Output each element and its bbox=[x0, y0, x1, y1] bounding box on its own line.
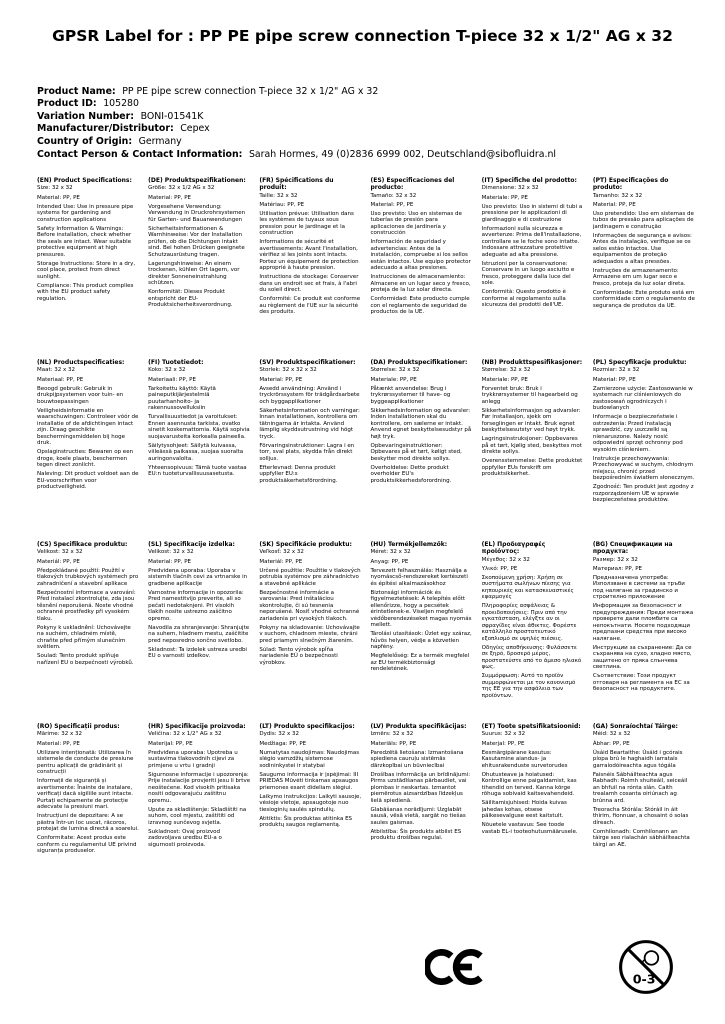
lang-block-paragraph: Material: PP, PE bbox=[148, 194, 192, 201]
lang-block-sv bbox=[259, 359, 361, 535]
product-info-row bbox=[37, 111, 695, 124]
lang-block-paragraph: Forventet bruk: Bruk i trykkrørsystemer til hagearbeid og anlegg bbox=[481, 385, 578, 405]
lang-block-paragraph: Materiale: PP, PE bbox=[481, 194, 528, 201]
lang-block-paragraph: Μέγεθος: 32 x 32 bbox=[481, 556, 530, 563]
product-info-row bbox=[37, 98, 695, 111]
lang-block-paragraph: Turvallisuustiedot ja varoitukset: Ennen asennusta tarkista, ovatko sinetit koskemattomia. Käytä sopivia suojavarusteita korkealla paineella. bbox=[148, 414, 250, 440]
lang-block-paragraph: Conformità: Questo prodotto è conforme al regolamento sulla sicurezza dei prodotti dell'UE. bbox=[481, 289, 566, 309]
lang-block-header: (SV) Produktspecifikationer: bbox=[259, 359, 356, 367]
lang-block-header: (ES) Especificaciones del producto: bbox=[370, 177, 455, 192]
lang-block-paragraph: Информация за безопасност и предупреждения: Преди монтажа проверете дали пломбите са непокътнати. Носете подходящи предпазни средства при високо налягане. bbox=[592, 603, 694, 642]
lang-block-paragraph: Conformité: Ce produit est conforme au règlement de l'UE sur la sécurité des produits. bbox=[259, 296, 361, 316]
lang-block-paragraph: Uso previsto: Uso en sistemas de tuberías de presión para aplicaciones de jardinería y construcción bbox=[370, 210, 462, 237]
lang-block-paragraph: Atitiktis: Šis produktas atitinka ES produktų saugos reglamentą. bbox=[259, 815, 353, 829]
lang-block-paragraph: Lagringsinstruksjoner: Oppbevares på et tørt, kjølig sted, beskyttes mot direkte sollys. bbox=[481, 436, 582, 456]
ce-mark-icon bbox=[425, 945, 489, 989]
product-info-value: Sarah Hormes, 49 (0)2836 6999 002, Deutschland@sibofluidra.nl bbox=[248, 148, 557, 160]
lang-block-paragraph: Veličina: 32 x 1/2" AG x 32 bbox=[148, 731, 222, 738]
lang-block-paragraph: Paredzētā lietošana: Izmantošana spiediena cauruļu sistēmās dārzkopībai un būvniecībai bbox=[370, 749, 464, 769]
lang-block-lt bbox=[259, 723, 361, 899]
lang-block-header: (PT) Especificações do produto: bbox=[592, 177, 669, 192]
lang-block-paragraph: Πληροφορίες ασφάλειας & προειδοποιήσεις: Πριν από την εγκατάσταση, ελέγξτε αν οι σφραγίδες είναι άθικτες. Φορέστε κατάλληλο προστατευτικό εξοπλισμό σε υψηλές πιέσεις. bbox=[481, 603, 577, 642]
lang-block-paragraph: Предназначена употреба: Използване в системи за тръби под налягане за градинско и строително приложение bbox=[592, 574, 685, 601]
lang-block-paragraph: Zgodność: Ten produkt jest zgodny z rozporządzeniem UE w sprawie bezpieczeństwa produktów. bbox=[592, 484, 694, 504]
lang-block-paragraph: Size: 32 x 32 bbox=[37, 185, 73, 192]
lang-block-paragraph: Σκοπούμενη χρήση: Χρήση σε συστήματα σωλήνων πίεσης για κηπουρικές και κατασκευαστικές εφαρμογές bbox=[481, 574, 574, 601]
lang-block-da bbox=[370, 359, 472, 535]
lang-block-header: (EN) Product Specifications: bbox=[37, 177, 132, 185]
lang-block-paragraph: Informações de segurança e avisos: Antes da instalação, verifique se os selos estão intactos. Use equipamentos de proteção adequados a altas pressões. bbox=[592, 232, 692, 265]
lang-block-paragraph: Materijal: PP, PE bbox=[148, 740, 193, 747]
lang-block-header: (FI) Tuotetiedot: bbox=[148, 359, 204, 367]
lang-block-paragraph: Biztonsági információk és figyelmeztetések: A telepítés előtt ellenőrizze, hogy a pecsétek érintetlenek-e. Viseljen megfelelő védőberendezéseket magas nyomás mellett. bbox=[370, 589, 472, 629]
lang-block-header: (IT) Specifiche del prodotto: bbox=[481, 177, 577, 185]
lang-block-paragraph: Overensstemmelse: Dette produktet oppfyller EUs forskrift om produktsikkerhet. bbox=[481, 458, 583, 478]
lang-block-nl bbox=[37, 359, 139, 535]
lang-block-paragraph: Efterlevnad: Denna produkt uppfyller EU:s produktsäkerhetsförordning. bbox=[259, 464, 338, 484]
product-info-label: Country of Origin: bbox=[37, 136, 133, 148]
lang-block-paragraph: Размер: 32 x 32 bbox=[592, 556, 638, 563]
lang-block-header: (HR) Specifikacije proizvoda: bbox=[148, 723, 246, 731]
lang-block-paragraph: Safety Information & Warnings: Before installation, check whether the seals are intact. Wear suitable protective equipment at high pressures. bbox=[37, 225, 132, 258]
lang-block-paragraph: Lagerungshinweise: An einem trockenen, kühlen Ort lagern, vor direkter Sonneneinstrahlung schützen. bbox=[148, 260, 240, 287]
lang-block-paragraph: Bezpečnostné informácie a varovania: Pred inštaláciou skontrolujte, či sú tesnenia neporušené. Nosiť vhodné ochranné zariadenia pri vysokých tlakoch. bbox=[259, 589, 360, 622]
product-info-value: Cepex bbox=[180, 123, 210, 135]
page-title: GPSR Label for : PP PE pipe screw connection T-piece 32 x 1/2" AG x 32 bbox=[52, 27, 673, 45]
lang-block-paragraph: Συμμόρφωση: Αυτό το προϊόν συμμορφώνεται με τον κανονισμό της ΕΕ για την ασφάλεια των προϊόντων. bbox=[481, 673, 576, 699]
product-info-row bbox=[37, 86, 695, 99]
lang-block-paragraph: Materiāls: PP, PE bbox=[370, 740, 417, 747]
lang-block-it bbox=[482, 177, 584, 353]
lang-block-paragraph: Pokyny k uskladnění: Uchovávejte na suchém, chladném místě, chraňte před přímým slunečním světlem. bbox=[37, 624, 131, 651]
lang-block-paragraph: Säilytysohjeet: Säilytä kuivassa, viileässä paikassa, suojaa suoralta auringonvalolta. bbox=[148, 442, 244, 462]
lang-block-paragraph: Varnostne informacije in opozorila: Pred namestitvijo preverite, ali so pečati nedotaknjeni. Pri visokih tlakih nosite ustrezno zaščitno opremo. bbox=[148, 589, 244, 622]
lang-block-paragraph: Materiale: PP, PE bbox=[370, 376, 417, 383]
lang-block-paragraph: Tervezett felhasználás: Használja a nyomáscső-rendszereket kertészeti és építési alkalmazásokhoz bbox=[370, 567, 468, 587]
lang-block-paragraph: Säilitamisjuhised: Hoida kuivas jahedas kohas, otsese päikesevalguse eest kaitstult. bbox=[481, 800, 567, 820]
lang-block-paragraph: Ohutusteave ja hoiatused: Kontrollige enne paigaldamist, kas tihendid on terved. Kanna kõrge rõhuga sobivaid kaitsevahendeid. bbox=[481, 771, 577, 798]
product-info-row bbox=[37, 136, 695, 149]
lang-block-lv bbox=[370, 723, 472, 899]
lang-block-header: (CS) Specifikace produktu: bbox=[37, 541, 128, 549]
lang-block-paragraph: Instrukcje przechowywania: Przechowywać w suchym, chłodnym miejscu, chronić przed bezpośrednim światłem słonecznym. bbox=[592, 455, 695, 482]
lang-block-paragraph: Säkerhetsinformation och varningar: Innan installationen, kontrollera om tätningarna är intakta. Använd lämplig skyddsutrustning vid högt tryck. bbox=[259, 407, 360, 440]
lang-block-paragraph: Tárolási utasítások: Üzlet egy száraz, hűvös helyen, védje a közvetlen napfény. bbox=[370, 631, 472, 651]
lang-block-paragraph: Uso pretendido: Uso em sistemas de tubos de pressão para aplicações de jardinagem e construção bbox=[592, 210, 694, 230]
lang-block-paragraph: Størrelse: 32 x 32 bbox=[481, 367, 531, 374]
lang-block-paragraph: Informații de siguranță și avertismente: Înainte de instalare, verificați dacă sigiliile sunt intacte. Purtați echipamente de protecție adecvate la presiuni mari. bbox=[37, 778, 133, 811]
lang-block-paragraph: Úsáid Beartaithe: Úsáid i gcórais píopa brú le haghaidh iarratais garraíodóireachta agus tógála bbox=[592, 749, 683, 769]
lang-block-paragraph: Rozmiar: 32 x 32 bbox=[592, 367, 640, 374]
age-warning-0-3-icon bbox=[617, 938, 675, 996]
lang-block-paragraph: Vorgesehene Verwendung: Verwendung in Druckrohrsystemen für Garten- und Bauanwendungen bbox=[148, 203, 246, 223]
product-info-value: PP PE pipe screw connection T-piece 32 x 1/2" AG x 32 bbox=[122, 85, 379, 97]
lang-block-header: (DE) Produktspezifikationen: bbox=[148, 177, 246, 185]
lang-block-paragraph: Compliance: This product complies with the EU product safety regulation. bbox=[37, 282, 134, 302]
lang-block-paragraph: Matériau: PP, PE bbox=[259, 201, 305, 208]
lang-block-paragraph: Utilizare intenționată: Utilizarea în sistemele de conducte de presiune pentru aplicații de grădinărit și construcții bbox=[37, 749, 134, 776]
lang-block-nb bbox=[482, 359, 584, 535]
lang-block-paragraph: Sukladnost: Ovaj proizvod zadovoljava uredbu EU-a o sigurnosti proizvoda. bbox=[148, 828, 222, 848]
lang-block-paragraph: Opbevaringsinstruktioner: Opbevares på et tørt, køligt sted, beskytter mod direkte sollys. bbox=[370, 442, 462, 462]
lang-block-header: (DA) Produktspecifikationer: bbox=[370, 359, 468, 367]
lang-block-paragraph: Påtænkt anvendelse: Brug i trykrørssystemer til have- og byggeapplikationer bbox=[370, 385, 451, 405]
lang-block-paragraph: Maat: 32 x 32 bbox=[37, 367, 75, 374]
lang-block-paragraph: Informations de sécurité et avertissements: Avant l'installation, vérifiez si les joints sont intacts. Portez un équipement de protection approprié à haute pression. bbox=[259, 239, 359, 272]
lang-block-paragraph: Materjal: PP, PE bbox=[481, 740, 525, 747]
lang-block-paragraph: Инструкции за съхранение: Да се съхранява на сухо, хладно място, защитено от пряка слънчева светлина. bbox=[592, 644, 692, 671]
lang-block-header: (LT) Produkto specifikacijos: bbox=[259, 723, 355, 731]
lang-block-paragraph: Avsedd användning: Använd i tryckrörssystem för trädgårdsarbete och byggapplikationer bbox=[259, 385, 360, 405]
lang-block-paragraph: Ábhar: PP, PE bbox=[592, 740, 630, 747]
lang-block-paragraph: Material: PP, PE bbox=[148, 558, 192, 565]
lang-block-paragraph: Material: PP, PE bbox=[370, 201, 414, 208]
lang-block-paragraph: Atbilstība: Šis produkts atbilst ES produktu drošības regulai. bbox=[370, 828, 462, 842]
lang-block-paragraph: Izmērs: 32 x 32 bbox=[370, 731, 414, 738]
lang-block-paragraph: Conformidad: Este producto cumple con el reglamento de seguridad de productos de la UE. bbox=[370, 296, 470, 316]
lang-block-paragraph: Intended Use: Use in pressure pipe systems for gardening and construction applications bbox=[37, 203, 134, 223]
lang-block-paragraph: Súlad: Tento výrobok spĺňa nariadenie EÚ o bezpečnosti výrobkov. bbox=[259, 646, 338, 666]
lang-block-paragraph: Numatytas naudojimas: Naudojimas slėgio vamzdžių sistemose sodininkystei ir statybai bbox=[259, 749, 360, 769]
lang-block-paragraph: Información de seguridad y advertencias: Antes de la instalación, compruebe si los sellos están intactos. Use equipo protector adecuado a altas presiones. bbox=[370, 239, 471, 272]
lang-block-paragraph: Předpokládané použití: Použití v tlakových trubkových systémech pro zahradničení a stavební aplikace bbox=[37, 567, 139, 587]
age-warning-text: 0-3 bbox=[632, 971, 656, 987]
lang-block-paragraph: Bezpečnostní informace a varování: Před instalací zkontrolujte, zda jsou těsnění neporušená. Noste vhodné ochranné prostředky při vysokém tlaku. bbox=[37, 589, 136, 622]
lang-block-paragraph: Материал: PP, PE bbox=[592, 565, 643, 572]
lang-block-paragraph: Istruzioni per la conservazione: Conservare in un luogo asciutto e fresco, proteggere dalla luce del sole. bbox=[481, 260, 575, 287]
lang-block-paragraph: Dimensione: 32 x 32 bbox=[481, 185, 539, 192]
lang-block-hr bbox=[148, 723, 250, 899]
lang-block-paragraph: Méid: 32 x 32 bbox=[592, 731, 631, 738]
lang-block-paragraph: Förvaringsinstruktioner: Lagra i en torr, sval plats, skydda från direkt solljus. bbox=[259, 442, 355, 462]
lang-block-sk bbox=[259, 541, 361, 717]
lang-block-paragraph: Taille: 32 x 32 bbox=[259, 192, 298, 199]
lang-block-header: (NB) Produkttspesifikasjoner: bbox=[481, 359, 583, 367]
lang-block-fi bbox=[148, 359, 250, 535]
product-info-row bbox=[37, 123, 695, 136]
lang-block-paragraph: Sigurnosne informacije i upozorenja: Prije instalacije provjeriti jesu li brtve neoštećene. Kod visokih pritisaka nositi odgovarajuću zaštitnu opremu. bbox=[148, 771, 251, 804]
lang-block-paragraph: Pokyny na skladovanie: Uchovávajte v suchom, chladnom mieste, chráni pred priamym slnečným žiarením. bbox=[259, 624, 360, 644]
lang-block-bg bbox=[593, 541, 695, 717]
lang-block-paragraph: Comhlíonadh: Comhlíonann an táirge seo rialachán sábháilteachta táirgí an AE. bbox=[592, 828, 690, 848]
lang-block-paragraph: Material: PP, PE bbox=[259, 376, 303, 383]
lang-block-paragraph: Predvidena uporaba: Uporaba v sistemih tlačnih cevi za vrtnarske in gradbene aplikacije bbox=[148, 567, 248, 587]
product-info-label: Manufacturer/Distributor: bbox=[37, 123, 174, 135]
product-info-row bbox=[37, 149, 695, 162]
lang-block-paragraph: Naleving: Dit product voldoet aan de EU-voorschriften voor productveiligheid. bbox=[37, 471, 139, 491]
lang-block-ro bbox=[37, 723, 139, 899]
lang-block-paragraph: Conformitate: Acest produs este conform cu regulamentul UE privind siguranța produselor. bbox=[37, 835, 137, 855]
lang-block-paragraph: Instrucciones de almacenamiento: Almacene en un lugar seco y fresco, proteja de la luz solar directa. bbox=[370, 274, 471, 294]
lang-block-paragraph: Sikkerhetsinformasjon og advarsler: Før installasjon, sjekk om forseglingen er intakt. Bruk egnet beskyttelsesutstyr ved høyt trykk. bbox=[481, 407, 581, 434]
lang-block-fr bbox=[259, 177, 361, 353]
lang-block-paragraph: Beoogd gebruik: Gebruik in drukpijpsystemen voor tuin- en bouwtoepassingen bbox=[37, 385, 124, 405]
product-info-value: BONI-01541K bbox=[140, 110, 204, 122]
lang-block-paragraph: Uso previsto: Uso in sistemi di tubi a pressione per le applicazioni di giardinaggio e di costruzione bbox=[481, 203, 583, 223]
lang-block-header: (ET) Toote spetsifikatsioonid: bbox=[481, 723, 581, 731]
lang-block-paragraph: Storlek: 32 x 32 x 32 bbox=[259, 367, 317, 374]
lang-block-paragraph: Veľkosť: 32 x 32 bbox=[259, 549, 304, 556]
product-info-label: Variation Number: bbox=[37, 110, 135, 122]
lang-block-paragraph: Informacje o bezpieczeństwie i ostrzeżenia: Przed instalacją sprawdzić, czy uszczelki są nienaruszone. Należy nosić odpowiedni sprzęt ochronny pod wysokim ciśnieniem. bbox=[592, 414, 683, 453]
lang-block-header: (EL) Προδιαγραφές προϊόντος: bbox=[481, 541, 546, 556]
lang-block-paragraph: Informazioni sulla sicurezza e avvertenze: Prima dell'installazione, controllare se le foche sono intatte. Indossare attrezzature protettive adeguate ad alta pressione. bbox=[481, 225, 582, 258]
lang-block-paragraph: Storage Instructions: Store in a dry, cool place, protect from direct sunlight. bbox=[37, 260, 136, 280]
lang-block-header: (SK) Špecifikácie produktu: bbox=[259, 541, 352, 549]
lang-block-paragraph: Materiał: PP, PE bbox=[592, 376, 636, 383]
lang-block-paragraph: Faisnéis Sábháilteachta agus Rabhadh: Roimh shuiteáil, seiceáil an bhfuil na rónta slán. Caith trealamh cosanta oiriúnach ag brúnna ard. bbox=[592, 771, 688, 804]
lang-block-paragraph: Suurus: 32 x 32 bbox=[481, 731, 526, 738]
lang-block-en bbox=[37, 177, 139, 353]
lang-block-paragraph: Zamierzone użycie: Zastosowanie w systemach rur ciśnieniowych do zastosowań ogrodniczych i budowlanych bbox=[592, 385, 693, 412]
lang-block-paragraph: Skladnost: Ta izdelek ustreza uredbi EU o varnosti izdelkov. bbox=[148, 646, 247, 660]
lang-block-el bbox=[482, 541, 584, 717]
lang-block-paragraph: Eesmärgipärane kasutus: Kasutamine aiandus- ja ehitusrakenduste survetorudes bbox=[481, 749, 568, 769]
lang-block-paragraph: Tarkoitettu käyttö: Käytä paineputkijärjestelmiä puutarhanhoito- ja rakennussovelluksiin bbox=[148, 385, 216, 412]
lang-block-paragraph: Sikkerhedsinformation og advarsler: Inden installationen skal du kontrollere, om sælerne er intakt. Anvend egnet beskyttelsesudstyr på højt tryk. bbox=[370, 407, 472, 440]
lang-block-header: (SL) Specifikacije izdelka: bbox=[148, 541, 235, 549]
lang-block-paragraph: Tamaño: 32 x 32 bbox=[370, 192, 417, 199]
lang-block-paragraph: Οδηγίες αποθήκευσης: Φυλάσσετε σε ξηρό, δροσερό μέρος, προστατεύστε από το άμεσο ηλιακό φως. bbox=[481, 644, 582, 671]
lang-block-header: (GA) Sonraíochtaí Táirge: bbox=[592, 723, 678, 731]
lang-block-paragraph: Съответствие: Този продукт отговаря на регламента на ЕС за безопасност на продуктите. bbox=[592, 673, 690, 693]
lang-block-paragraph: Instrucțiuni de depozitare: A se păstra într-un loc uscat, răcoros, protejat de lumina directă a soarelui. bbox=[37, 813, 139, 833]
lang-block-paragraph: Conformidade: Este produto está em conformidade com o regulamento de segurança de produtos da UE. bbox=[592, 289, 695, 309]
lang-block-paragraph: Predviđena uporaba: Upotreba u sustavima tlakovodnih cijevi za primjene u vrtu i gradnji bbox=[148, 749, 238, 769]
lang-block-paragraph: Sicherheitsinformationen & Warnhinweise: Vor der Installation prüfen, ob die Dichtungen intakt sind. Bei hohen Drücken geeignete Schutzausrüstung tragen. bbox=[148, 225, 245, 258]
lang-block-paragraph: Konformität: Dieses Produkt entspricht der EU-Produktsicherheitsverordnung. bbox=[148, 289, 233, 309]
lang-block-paragraph: Upute za skladištenje: Skladištiti na suhom, cool mjestu, zaštititi od izravnog sunčevog svjetla. bbox=[148, 806, 247, 826]
lang-block-paragraph: Soulad: Tento produkt splňuje nařízení EU o bezpečnosti výrobků. bbox=[37, 653, 134, 666]
lang-block-hu bbox=[370, 541, 472, 717]
lang-block-header: (HU) Termékjellemzők: bbox=[370, 541, 448, 549]
lang-block-paragraph: Velikost: 32 x 32 bbox=[37, 549, 83, 556]
lang-block-paragraph: Dydis: 32 x 32 bbox=[259, 731, 300, 738]
lang-block-paragraph: Mărime: 32 x 32 bbox=[37, 731, 82, 738]
product-info-label: Contact Person & Contact Information: bbox=[37, 148, 243, 160]
lang-block-paragraph: Υλικό: PP, PE bbox=[481, 565, 518, 572]
lang-block-de bbox=[148, 177, 250, 353]
lang-block-paragraph: Anyag: PP, PE bbox=[370, 558, 409, 565]
lang-block-paragraph: Materiale: PP, PE bbox=[481, 376, 528, 383]
lang-block-header: (NL) Productspecificaties: bbox=[37, 359, 125, 367]
lang-block-paragraph: Určené použitie: Použitie v tlakových potrubia systémov pre záhradníctvo a stavebné aplikácie bbox=[259, 567, 361, 587]
lang-block-header: (LV) Produkta specifikācijas: bbox=[370, 723, 467, 731]
lang-block-paragraph: Materiaal: PP, PE bbox=[37, 376, 84, 383]
lang-block-paragraph: Treoracha Stórála: Stóráil in áit thirim, fionnuar, a chosaint ó solas díreach. bbox=[592, 806, 689, 826]
lang-block-paragraph: Material: PP, PE bbox=[37, 740, 80, 747]
lang-block-paragraph: Instruções de armazenamento: Armazene em um lugar seco e fresco, proteja da luz solar direta. bbox=[592, 267, 686, 287]
lang-block-header: (FR) Spécifications du produit: bbox=[259, 177, 334, 192]
lang-block-paragraph: Drošības informācija un brīdinājumi: Pirms uzstādīšanas pārbaudiet, vai plombas ir neskartas. Izmantot piemērotus aizsardzības līdzekļus lielā spiedienā. bbox=[370, 771, 471, 804]
lang-block-paragraph: Opslaginstructies: Bewaren op een droge, koele plaats, beschermen tegen direct zonlicht. bbox=[37, 449, 134, 469]
lang-block-paragraph: Materiál: PP, PE bbox=[259, 558, 303, 565]
lang-block-ga bbox=[593, 723, 695, 899]
lang-block-paragraph: Material: PP, PE bbox=[37, 194, 80, 201]
lang-block-paragraph: Materiál: PP, PE bbox=[37, 558, 80, 565]
lang-block-paragraph: Tamanho: 32 x 32 bbox=[592, 192, 643, 199]
lang-block-paragraph: Instructions de stockage: Conserver dans un endroit sec et frais, à l'abri du soleil direct. bbox=[259, 274, 359, 294]
lang-block-paragraph: Größe: 32 x 1/2 AG x 32 bbox=[148, 185, 215, 192]
lang-block-paragraph: Koko: 32 x 32 bbox=[148, 367, 186, 374]
lang-block-cs bbox=[37, 541, 139, 717]
lang-block-paragraph: Veiligheidsinformatie en waarschuwingen: Controleer vóór de installatie of de afdichtingen intact zijn. Draag geschikte beschermingsmiddelen bij hoge druk. bbox=[37, 407, 139, 447]
lang-block-paragraph: Materiaali: PP, PE bbox=[148, 376, 196, 383]
lang-block-et bbox=[482, 723, 584, 899]
product-info-section bbox=[37, 86, 695, 162]
lang-block-header: (RO) Specificații produs: bbox=[37, 723, 120, 731]
lang-block-paragraph: Glabāšanas norādījumi: Uzglabāt sausā, vēsā vietā, sargāt no tiešas saules gaismas. bbox=[370, 806, 466, 826]
lang-block-pl bbox=[593, 359, 695, 535]
lang-block-header: (PL) Specyfikacje produktu: bbox=[592, 359, 687, 367]
lang-block-paragraph: Størrelse: 32 x 32 bbox=[370, 367, 420, 374]
footer-icons bbox=[425, 938, 675, 996]
lang-block-paragraph: Nõuetele vastavus: See toode vastab EL-i tooteohutusmäärusele. bbox=[481, 822, 578, 835]
lang-block-paragraph: Velikost: 32 x 32 bbox=[148, 549, 194, 556]
lang-block-pt bbox=[593, 177, 695, 353]
lang-block-paragraph: Yhteensopivuus: Tämä tuote vastaa EU:n tuoteturvallisuusasetusta. bbox=[148, 464, 247, 478]
language-specs-grid bbox=[37, 177, 695, 899]
product-info-label: Product ID: bbox=[37, 98, 97, 110]
product-info-value: 105280 bbox=[103, 98, 139, 110]
lang-block-sl bbox=[148, 541, 250, 717]
lang-block-paragraph: Overholdelse: Dette produkt overholder EU's produktsikkerhedsforordning. bbox=[370, 464, 452, 484]
product-info-label: Product Name: bbox=[37, 85, 116, 97]
lang-block-header: (BG) Спецификации на продукта: bbox=[592, 541, 673, 556]
lang-block-paragraph: Méret: 32 x 32 bbox=[370, 549, 411, 556]
lang-block-paragraph: Material: PP, PE bbox=[592, 201, 636, 208]
lang-block-paragraph: Utilisation prévue: Utilisation dans les systèmes de tuyaux sous pression pour le jardinage et la construction bbox=[259, 210, 354, 237]
lang-block-es bbox=[370, 177, 472, 353]
lang-block-paragraph: Laikymo instrukcijos: Laikyti sausoje, vėsioje vietoje, apsaugotoje nuo tiesioginių saulės spindulių. bbox=[259, 793, 362, 813]
product-info-value: Germany bbox=[138, 136, 182, 148]
lang-block-paragraph: Saugumo informacija ir įspėjimai: III PRIEDAS Mūvėti tinkamas apsaugos priemones esant dideliam slėgiui. bbox=[259, 771, 359, 791]
lang-block-paragraph: Megfelelőség: Ez a termék megfelel az EU termékbiztonsági rendeletének. bbox=[370, 653, 470, 673]
lang-block-paragraph: Navodila za shranjevanje: Shranjujte na suhem, hladnem mestu, zaščitite pred neposredno sončno svetlobo. bbox=[148, 624, 250, 644]
lang-block-paragraph: Medžiaga: PP, PE bbox=[259, 740, 307, 747]
